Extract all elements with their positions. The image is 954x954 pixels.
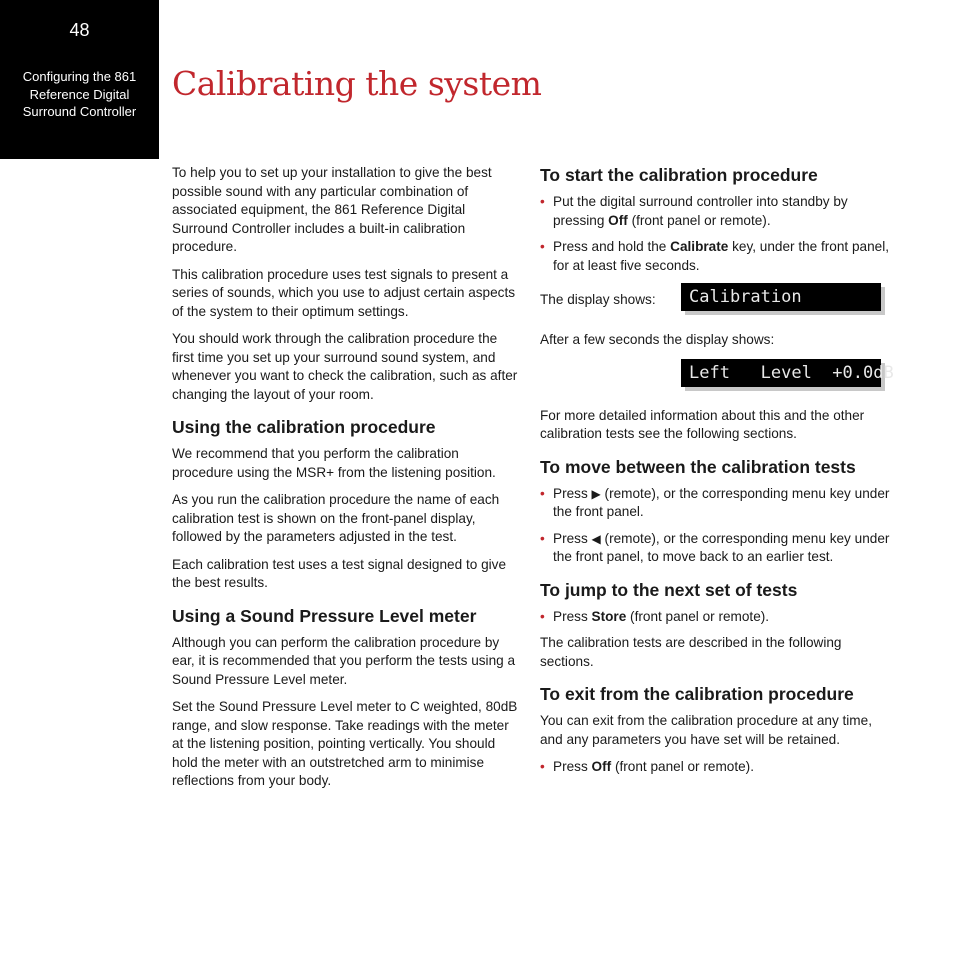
intro-paragraph: You should work through the calibration procedure the first time you set up your surround sound system, and whenever you want to check the calibration, such as after changing the layout of your room.	[172, 331, 518, 402]
spl-heading: Using a Sound Pressure Level meter	[172, 605, 477, 626]
start-heading: To start the calibration procedure	[540, 165, 818, 185]
left-column	[172, 164, 518, 800]
start-list	[540, 193, 890, 275]
right-column	[540, 164, 894, 785]
section-line: Surround Controller	[22, 104, 137, 119]
list-item: • Press and hold the Calibrate key, under the front panel, for at least five seconds.	[540, 239, 890, 273]
move-list	[540, 485, 890, 567]
sidebar-tab	[0, 0, 159, 159]
display-row	[540, 359, 894, 395]
jump-paragraph: The calibration tests are described in the following sections.	[540, 635, 842, 669]
using-heading: Using the calibration procedure	[172, 417, 436, 437]
exit-paragraph: You can exit from the calibration procedure at any time, and any parameters you have set will be retained.	[540, 713, 872, 747]
lcd-display: Left Level +0.0dB	[681, 359, 881, 387]
key-name: Off	[591, 759, 612, 774]
after-label: After a few seconds the display shows:	[540, 332, 775, 347]
intro-paragraph: To help you to set up your installation to give the best possible sound with any particular combination of associated equipment, the 861 Reference Digital Surround Controller includes a built-in calibration procedure.	[172, 165, 492, 254]
section-line: Reference Digital	[29, 86, 130, 102]
move-heading: To move between the calibration tests	[540, 456, 856, 477]
jump-heading: To jump to the next set of tests	[540, 579, 798, 600]
list-item: • Press Off (front panel or remote).	[540, 758, 890, 777]
page-number: 48	[69, 20, 90, 40]
bullet-icon: •	[540, 194, 545, 209]
lcd-display: Calibration	[681, 283, 881, 311]
page-title: Calibrating the system	[172, 64, 542, 103]
spl-paragraph: Although you can perform the calibration procedure by ear, it is recommended that you perform the tests using a Sound Pressure Level meter.	[172, 634, 516, 687]
using-paragraph: Each calibration test uses a test signal designed to give the best results.	[172, 556, 507, 590]
intro-paragraph: This calibration procedure uses test signals to present a series of sounds, which you use to adjust certain aspects of the system to their optimum settings.	[172, 266, 516, 319]
jump-list	[540, 608, 890, 627]
display-row	[540, 283, 890, 319]
list-item: • Press ▶ (remote), or the corresponding menu key under the front panel.	[540, 485, 890, 519]
bullet-icon: •	[540, 530, 545, 546]
play-right-icon: ▶	[591, 486, 601, 501]
list-item: • Press Store (front panel or remote).	[540, 608, 890, 627]
bullet-icon: •	[540, 608, 545, 624]
using-paragraph: We recommend that you perform the calibration procedure using the MSR+ from the listening position.	[172, 446, 496, 480]
bullet-icon: •	[540, 759, 545, 774]
bullet-icon: •	[540, 239, 545, 254]
using-paragraph: As you run the calibration procedure the name of each calibration test is shown on the front-panel display, followed by the parameters adjusted in the test.	[172, 492, 500, 544]
play-left-icon: ◀	[591, 531, 601, 546]
key-name: Off	[608, 212, 628, 228]
bullet-icon: •	[540, 485, 545, 501]
key-name: Calibrate	[670, 239, 729, 254]
more-info-paragraph: For more detailed information about this and the other calibration tests see the following sections.	[540, 407, 865, 441]
key-name: Store	[591, 608, 627, 624]
section-name	[6, 68, 153, 121]
display-label: The display shows:	[540, 292, 656, 307]
exit-heading: To exit from the calibration procedure	[540, 684, 854, 704]
spl-paragraph: Set the Sound Pressure Level meter to C weighted, 80dB range, and slow response. Take readings with the meter at the listening position, pointing vertically. You should hold the meter with an outstretched arm to minimise reflections from your body.	[172, 699, 518, 788]
section-line: Configuring the 861	[22, 69, 137, 84]
list-item: • Press ◀ (remote), or the corresponding menu key under the front panel, to move back to an earlier test.	[540, 530, 890, 564]
list-item: • Put the digital surround controller into standby by pressing Off (front panel or remote).	[540, 194, 848, 228]
exit-list	[540, 758, 890, 777]
